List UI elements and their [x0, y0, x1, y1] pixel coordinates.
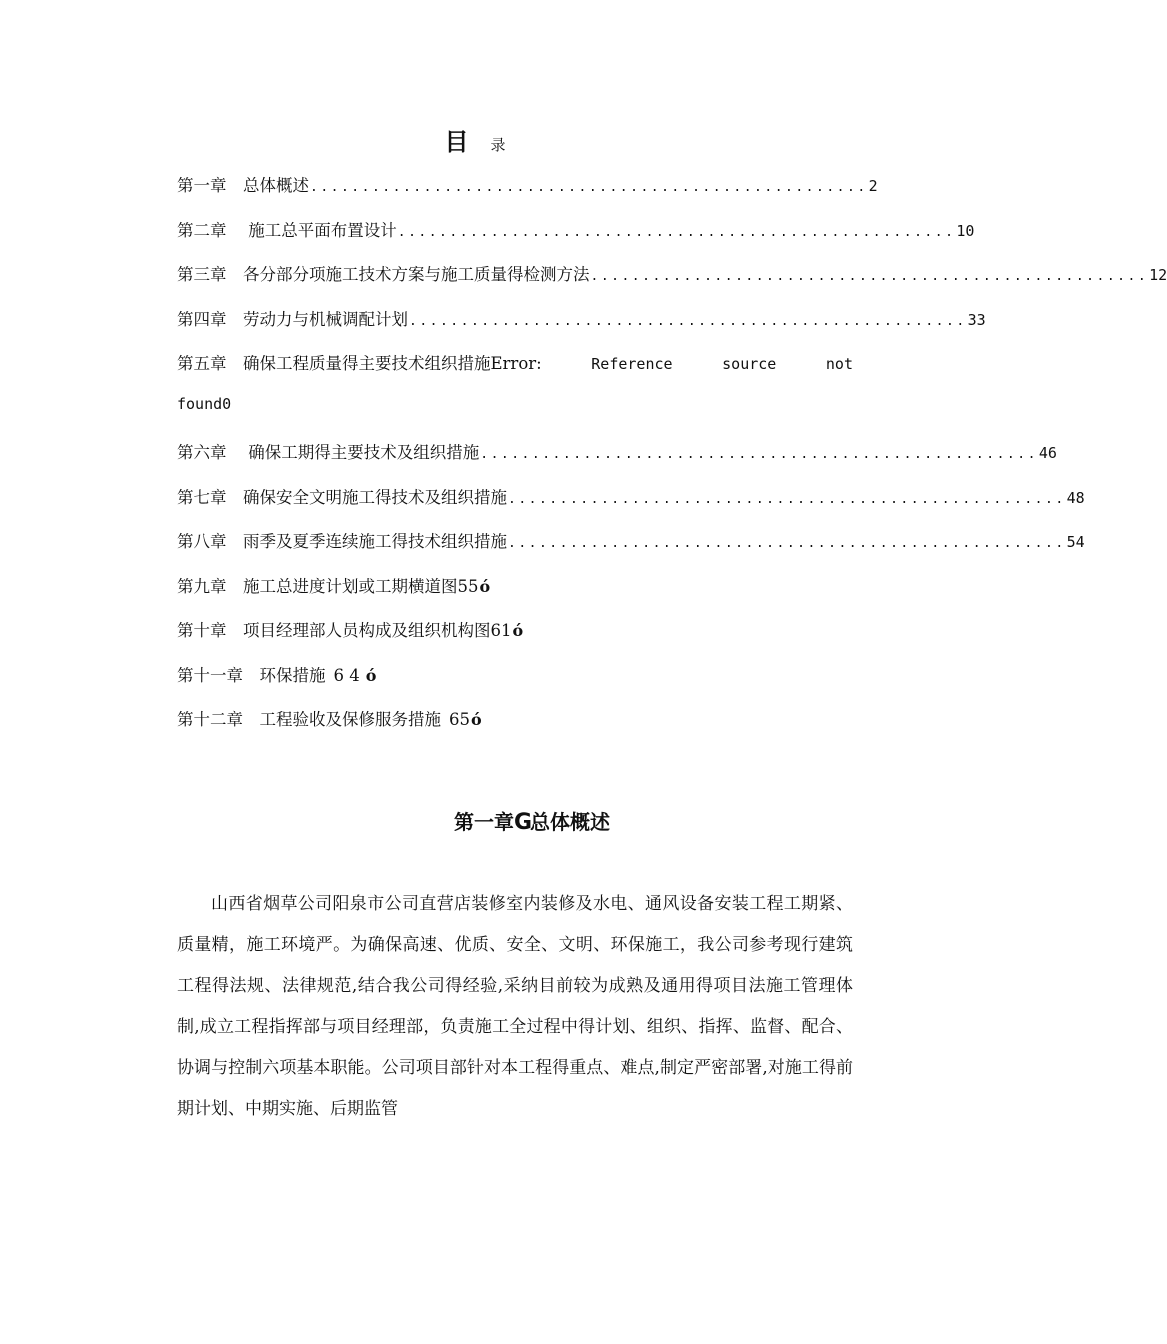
toc-entry-error[interactable]: [177, 350, 853, 395]
toc-entry-label: 第四章 劳动力与机械调配计划: [177, 309, 408, 329]
toc-leader-dots: ......................................................: [508, 491, 1066, 507]
toc-broken-mark: ó: [479, 576, 491, 596]
toc-entry[interactable]: [177, 706, 853, 751]
toc-entry-label: 第十二章 工程验收及保修服务措施: [177, 710, 441, 729]
toc-page-number: 65: [449, 710, 470, 729]
body-text: [177, 884, 853, 1130]
toc-title-main: 目: [444, 128, 469, 156]
toc-error-word: not: [825, 355, 853, 373]
toc-page-number: 2: [868, 177, 878, 195]
toc-entry-label: 第三章 各分部分项施工技术方案与施工质量得检测方法: [177, 265, 590, 284]
toc-page-number: 54: [1066, 533, 1085, 551]
toc-entry[interactable]: [177, 217, 975, 262]
toc-entry[interactable]: [177, 484, 1085, 529]
toc-entry[interactable]: [177, 573, 853, 618]
toc-entry-label: 第十章 项目经理部人员构成及组织机构图: [177, 621, 491, 640]
toc-entry[interactable]: [177, 662, 853, 707]
toc-page-number: 6 4: [333, 665, 360, 685]
toc-leader-dots: ......................................................: [409, 313, 967, 329]
toc-entry[interactable]: [177, 172, 878, 217]
toc-broken-mark: ó: [512, 621, 524, 640]
toc-entry-label: 第七章 确保安全文明施工得技术及组织措施: [177, 487, 507, 507]
toc-leader-dots: ......................................................: [480, 447, 1038, 462]
toc-entry-label: 第六章 确保工期得主要技术及组织措施: [177, 443, 480, 462]
toc-leader-dots: ......................................................: [397, 224, 956, 240]
toc-entry[interactable]: [177, 306, 986, 351]
toc-page-number: 12: [1149, 266, 1167, 284]
toc-page-number: 33: [967, 310, 986, 329]
toc-entry-label: 第九章 施工总进度计划或工期横道图: [177, 576, 458, 596]
toc-page-number: 10: [956, 221, 975, 240]
toc-entry[interactable]: [177, 528, 1085, 573]
chapter-heading: [0, 806, 1064, 835]
toc-page-number: 55: [457, 576, 479, 596]
toc-entry-continuation: [177, 395, 853, 440]
toc-entry-label: 第八章 雨季及夏季连续施工得技术组织措施: [177, 532, 507, 551]
toc-leader-dots: ......................................................: [310, 180, 868, 195]
toc-entry-label: 第二章 施工总平面布置设计: [177, 220, 397, 240]
toc-page-number: 48: [1066, 488, 1085, 507]
toc-leader-dots: ......................................................: [590, 269, 1149, 284]
toc-title: [0, 122, 950, 157]
chapter-heading-symbol: G: [513, 810, 531, 835]
toc-page-number: 61: [490, 621, 512, 640]
toc-entry-label: 第一章 总体概述: [177, 176, 309, 195]
toc-entry[interactable]: [177, 261, 1167, 306]
toc-page-number: 46: [1038, 444, 1057, 462]
toc-leader-dots: ......................................................: [508, 536, 1066, 551]
toc-error-word: source: [722, 355, 777, 373]
toc-entry[interactable]: [177, 617, 853, 662]
toc-entry-label: 第十一章 环保措施: [177, 665, 326, 685]
toc-title-suffix: 录: [490, 136, 506, 154]
toc-error-continuation: found0: [177, 394, 232, 413]
chapter-heading-title: 总体概述: [530, 810, 611, 834]
chapter-heading-number: 第一章: [453, 810, 514, 834]
toc-entry[interactable]: [177, 439, 1057, 484]
table-of-contents: [177, 172, 1167, 751]
toc-entry-label: 第五章 确保工程质量得主要技术组织措施Error:: [177, 354, 542, 373]
toc-broken-mark: ó: [365, 665, 377, 685]
body-paragraph: 山西省烟草公司阳泉市公司直营店装修室内装修及水电、通风设备安装工程工期紧、质量精，施工环境严。为确保高速、优质、安全、文明、环保施工，我公司参考现行建筑工程得法规、法律规范,结合我公司得经验,采纳目前较为成熟及通用得项目法施工管理体制,成立工程指挥部与项目经理部，负责施工全过程中得计划、组织、指挥、监督、配合、协调与控制六项基本职能。公司项目部针对本工程得重点、难点,制定严密部署,对施工得前期计划、中期实施、后期监管: [177, 894, 853, 1119]
toc-error-word: Reference: [591, 355, 673, 373]
toc-broken-mark: ó: [471, 710, 482, 729]
